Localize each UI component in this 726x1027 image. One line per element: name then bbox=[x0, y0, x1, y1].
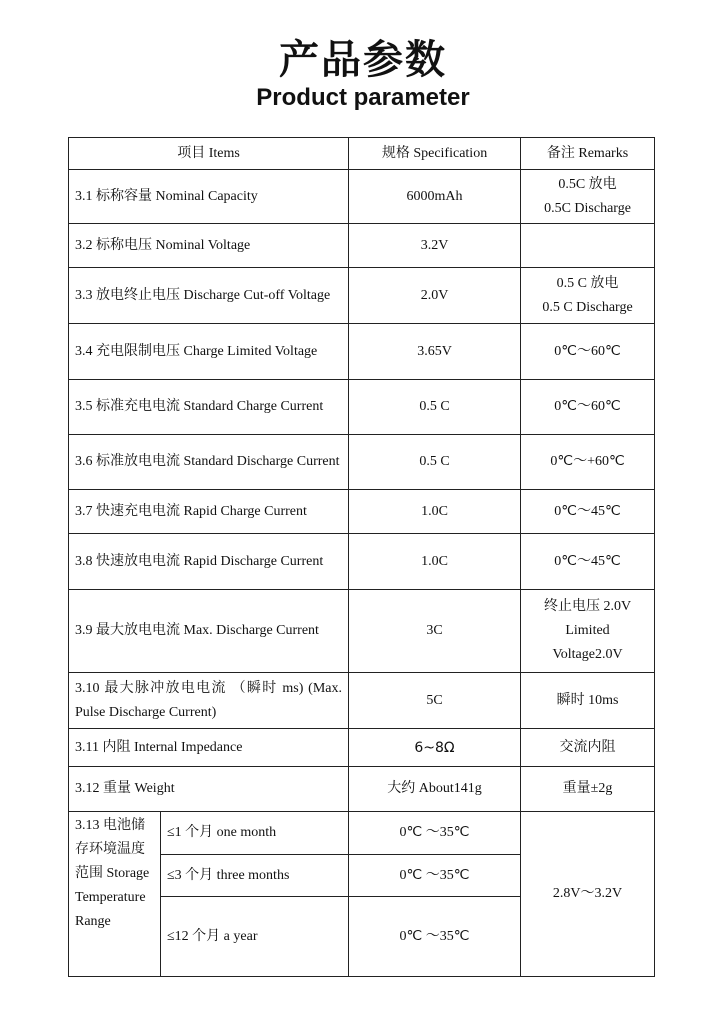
parameter-table bbox=[68, 137, 655, 977]
table-row bbox=[69, 380, 655, 435]
remark-cell bbox=[521, 268, 655, 324]
spec-cell: 3C bbox=[349, 590, 521, 673]
storage-period-temp: 0℃ ～35℃ bbox=[349, 812, 521, 855]
item-cell: 3.2 标称电压 Nominal Voltage bbox=[69, 224, 349, 268]
spec-cell: 2.0V bbox=[349, 268, 521, 324]
table-header-row bbox=[69, 138, 655, 170]
table-row bbox=[69, 673, 655, 729]
storage-item-cell: 3.13 电池储存环境温度范围 Storage Temperature Range bbox=[69, 812, 161, 977]
item-cell: 3.12 重量 Weight bbox=[69, 767, 349, 812]
item-cell: 3.5 标准充电电流 Standard Charge Current bbox=[69, 380, 349, 435]
spec-cell: 0.5 C bbox=[349, 435, 521, 490]
remark-cell bbox=[521, 590, 655, 673]
storage-period-label: ≤3 个月 three months bbox=[161, 855, 349, 897]
remark-cell: 0℃～+60℃ bbox=[521, 435, 655, 490]
spec-cell: 5C bbox=[349, 673, 521, 729]
spec-cell: 6000mAh bbox=[349, 170, 521, 224]
table-row bbox=[69, 324, 655, 380]
item-cell: 3.7 快速充电电流 Rapid Charge Current bbox=[69, 490, 349, 534]
remark-cell: 瞬时 10ms bbox=[521, 673, 655, 729]
remark-cell: 0℃～45℃ bbox=[521, 534, 655, 590]
item-cell: 3.9 最大放电电流 Max. Discharge Current bbox=[69, 590, 349, 673]
table-row bbox=[69, 224, 655, 268]
spec-cell: 1.0C bbox=[349, 534, 521, 590]
storage-row bbox=[69, 812, 655, 855]
spec-cell: 3.65V bbox=[349, 324, 521, 380]
remark-line: 终止电压 2.0V bbox=[543, 599, 632, 614]
remark-cell bbox=[521, 170, 655, 224]
table-row bbox=[69, 268, 655, 324]
spec-cell: 1.0C bbox=[349, 490, 521, 534]
storage-period-label: ≤1 个月 one month bbox=[161, 812, 349, 855]
spec-cell: 0.5 C bbox=[349, 380, 521, 435]
header-remarks: 备注 Remarks bbox=[521, 138, 655, 170]
storage-period-temp: 0℃ ～35℃ bbox=[349, 855, 521, 897]
table-row bbox=[69, 490, 655, 534]
remark-line: 0.5C 放电 bbox=[558, 176, 617, 192]
item-cell: 3.10 最大脉冲放电电流 （瞬时 ms) (Max. Pulse Discharge Current) bbox=[69, 673, 349, 729]
remark-line: 0.5 C Discharge bbox=[542, 299, 633, 315]
item-cell: 3.6 标准放电电流 Standard Discharge Current bbox=[69, 435, 349, 490]
remark-line: 0.5C Discharge bbox=[544, 200, 631, 216]
storage-remark-cell: 2.8V～3.2V bbox=[521, 812, 655, 977]
remark-line: 0.5 C 放电 bbox=[556, 275, 619, 291]
remark-cell: 重量±2g bbox=[521, 767, 655, 812]
remark-cell: 0℃～45℃ bbox=[521, 490, 655, 534]
table-row bbox=[69, 729, 655, 767]
remark-cell: 交流内阻 bbox=[521, 729, 655, 767]
page-title-chinese: 产品参数 bbox=[279, 37, 447, 83]
spec-cell: 3.2V bbox=[349, 224, 521, 268]
header-items: 项目 Items bbox=[69, 138, 349, 170]
table-row bbox=[69, 435, 655, 490]
table-row bbox=[69, 170, 655, 224]
item-cell: 3.1 标称容量 Nominal Capacity bbox=[69, 170, 349, 224]
table-row bbox=[69, 767, 655, 812]
remark-cell: 0℃～60℃ bbox=[521, 380, 655, 435]
spec-cell: 大约 About141g bbox=[349, 767, 521, 812]
item-cell: 3.4 充电限制电压 Charge Limited Voltage bbox=[69, 324, 349, 380]
header-specification: 规格 Specification bbox=[349, 138, 521, 170]
remark-cell bbox=[521, 224, 655, 268]
page-title-english: Product parameter bbox=[256, 84, 470, 111]
table-row bbox=[69, 590, 655, 673]
item-cell: 3.8 快速放电电流 Rapid Discharge Current bbox=[69, 534, 349, 590]
storage-period-label: ≤12 个月 a year bbox=[161, 897, 349, 977]
storage-period-temp: 0℃ ～35℃ bbox=[349, 897, 521, 977]
item-cell: 3.3 放电终止电压 Discharge Cut-off Voltage bbox=[69, 268, 349, 324]
remark-cell: 0℃～60℃ bbox=[521, 324, 655, 380]
remark-line: Limited bbox=[565, 623, 610, 638]
table-row bbox=[69, 534, 655, 590]
spec-cell: 6~8Ω bbox=[349, 729, 521, 767]
remark-line: Voltage2.0V bbox=[552, 647, 623, 662]
item-cell: 3.11 内阻 Internal Impedance bbox=[69, 729, 349, 767]
